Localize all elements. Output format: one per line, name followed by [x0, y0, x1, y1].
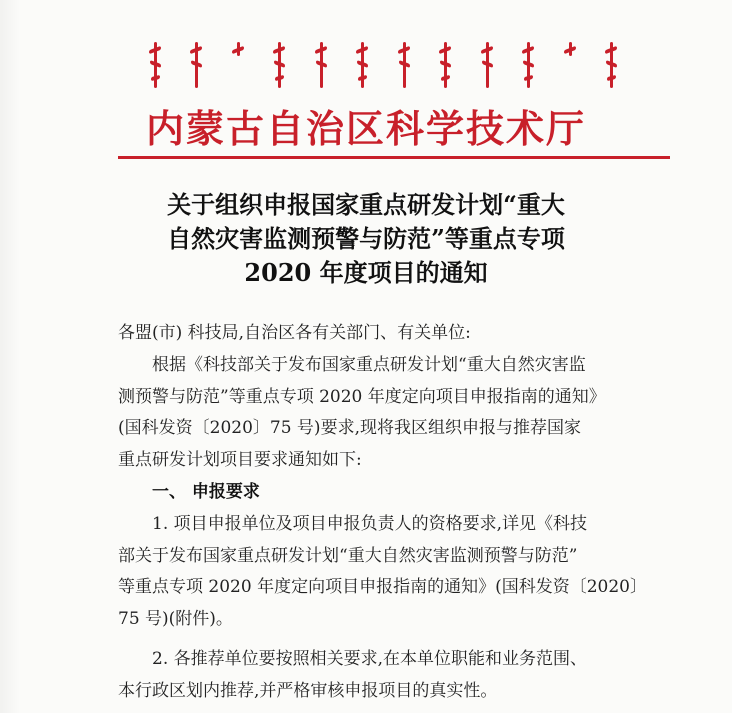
- mongolian-glyph: [231, 40, 245, 60]
- mongolian-glyph: [314, 40, 328, 92]
- body-line: (国科发资〔2020〕75 号)要求,现将我区组织申报与推荐国家: [118, 418, 581, 439]
- body-line: 部关于发布国家重点研发计划“重大自然灾害监测预警与防范”: [118, 545, 578, 566]
- mongolian-glyph: [480, 40, 494, 92]
- body-line: 测预警与防范”等重点专项 2020 年度定向项目申报指南的通知》: [118, 386, 606, 407]
- salutation: 各盟(市) 科技局,自治区各有关部门、有关单位:: [118, 323, 471, 343]
- mongolian-script-header: [148, 40, 618, 96]
- red-divider-line: [118, 156, 670, 159]
- mongolian-glyph: [148, 40, 162, 92]
- body-line: 等重点专项 2020 年度定向项目申报指南的通知》(国科发资〔2020〕: [118, 577, 647, 598]
- mongolian-glyph: [272, 40, 286, 92]
- mongolian-glyph: [604, 40, 618, 92]
- notice-title-line: 关于组织申报国家重点研发计划“重大: [167, 190, 565, 219]
- body-line: 重点研发计划项目要求通知如下:: [118, 450, 362, 471]
- mongolian-glyph: [189, 40, 203, 92]
- notice-title-line: 自然灾害监测预警与防范”等重点专项: [167, 224, 565, 253]
- organization-title: 内蒙古自治区科学技术厅: [145, 107, 586, 151]
- section-heading: 一、 申报要求: [152, 481, 260, 502]
- notice-title-line: 2020 年度项目的通知: [244, 258, 488, 287]
- mongolian-glyph: [397, 40, 411, 92]
- mongolian-glyph: [563, 40, 577, 60]
- body-line: 根据《科技部关于发布国家重点研发计划“重大自然灾害监: [152, 354, 586, 375]
- body-line: 75 号)(附件)。: [118, 609, 233, 630]
- mongolian-glyph: [521, 40, 535, 92]
- body-line: 1. 项目申报单位及项目申报负责人的资格要求,详见《科技: [152, 513, 588, 534]
- notice-title: [0, 188, 732, 290]
- mongolian-glyph: [438, 40, 452, 92]
- mongolian-glyph: [355, 40, 369, 92]
- notice-body: [118, 318, 674, 708]
- body-line: 2. 各推荐单位要按照相关要求,在本单位职能和业务范围、: [152, 648, 588, 669]
- body-line: 本行政区划内推荐,并严格审核申报项目的真实性。: [118, 680, 498, 701]
